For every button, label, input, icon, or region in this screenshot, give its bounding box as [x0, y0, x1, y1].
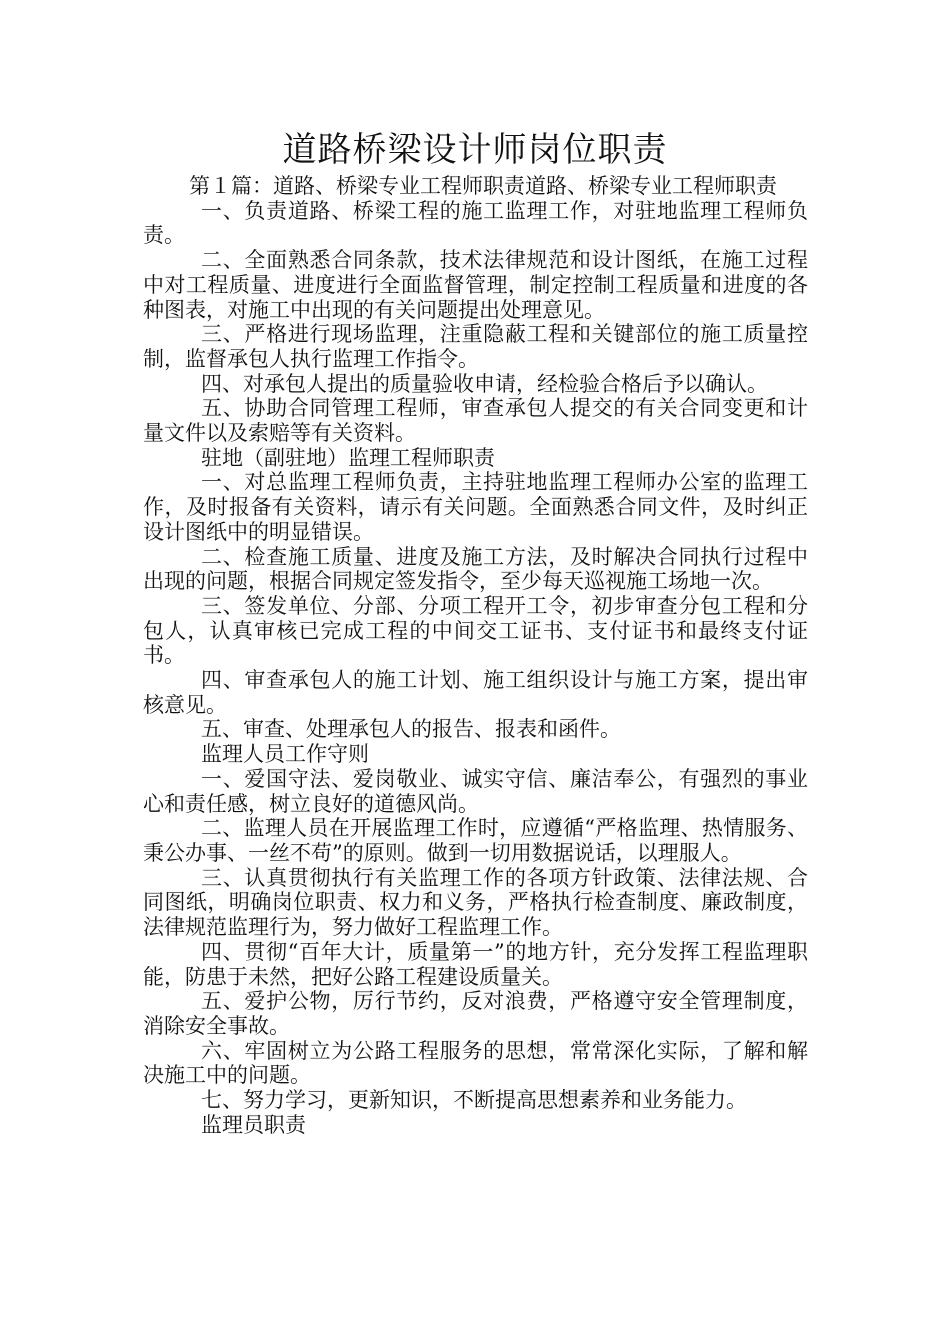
document-body — [143, 174, 808, 1137]
paragraph: 一、对总监理工程师负责，主持驻地监理工程师办公室的监理工作，及时报备有关资料，请示有关问题。全面熟悉合同文件，及时纠正设计图纸中的明显错误。 — [143, 470, 808, 544]
paragraph: 三、签发单位、分部、分项工程开工令，初步审查分包工程和分包人，认真审核已完成工程的中间交工证书、支付证书和最终支付证书。 — [143, 593, 808, 668]
paragraph: 五、爱护公物，厉行节约，反对浪费，严格遵守安全管理制度，消除安全事故。 — [143, 989, 808, 1038]
paragraph: 五、协助合同管理工程师，审查承包人提交的有关合同变更和计量文件以及索赔等有关资料。 — [143, 396, 808, 446]
paragraph: 一、爱国守法、爱岗敬业、诚实守信、廉洁奉公，有强烈的事业心和责任感，树立良好的道德风尚。 — [143, 766, 808, 816]
paragraph: 七、努力学习，更新知识，不断提高思想素养和业务能力。 — [201, 1088, 747, 1113]
paragraph: 一、负责道路、桥梁工程的施工监理工作，对驻地监理工程师负责。 — [143, 198, 808, 248]
paragraph: 四、对承包人提出的质量验收申请，经检验合格后予以确认。 — [201, 371, 768, 396]
paragraph: 二、全面熟悉合同条款，技术法律规范和设计图纸，在施工过程中对工程质量、进度进行全面监督管理，制定控制工程质量和进度的各种图表，对施工中出现的有关问题提出处理意见。 — [143, 248, 808, 322]
paragraph: 五、审查、处理承包人的报告、报表和函件。 — [201, 717, 621, 742]
paragraph: 四、审查承包人的施工计划、施工组织设计与施工方案，提出审核意见。 — [143, 668, 808, 717]
paragraph: 二、检查施工质量、进度及施工方法，及时解决合同执行过程中出现的问题，根据合同规定签发指令，至少每天巡视施工场地一次。 — [143, 544, 808, 594]
paragraph: 三、严格进行现场监理，注重隐蔽工程和关键部位的施工质量控制，监督承包人执行监理工作指令。 — [143, 322, 808, 371]
paragraph: 三、认真贯彻执行有关监理工作的各项方针政策、法律法规、合同图纸，明确岗位职责、权力和义务，严格执行检查制度、廉政制度，法律规范监理行为，努力做好工程监理工作。 — [143, 865, 808, 940]
section-heading: 监理人员工作守则 — [201, 742, 369, 767]
section-heading: 监理员职责 — [201, 1112, 306, 1137]
paragraph: 二、监理人员在开展监理工作时，应遵循“严格监理、热情服务、秉公办事、一丝不苟”的原则。做到一切用数据说话，以理服人。 — [143, 816, 808, 865]
paragraph: 第１篇：道路、桥梁专业工程师职责道路、桥梁专业工程师职责 — [189, 174, 777, 198]
paragraph: 四、贯彻“百年大计，质量第一”的地方针，充分发挥工程监理职能，防患于未然，把好公路工程建设质量关。 — [143, 939, 808, 989]
paragraph: 六、牢固树立为公路工程服务的思想，常常深化实际，了解和解决施工中的问题。 — [143, 1038, 808, 1088]
document-title: 道路桥梁设计师岗位职责 — [282, 130, 668, 170]
section-heading: 驻地（副驻地）监理工程师职责 — [201, 445, 495, 470]
